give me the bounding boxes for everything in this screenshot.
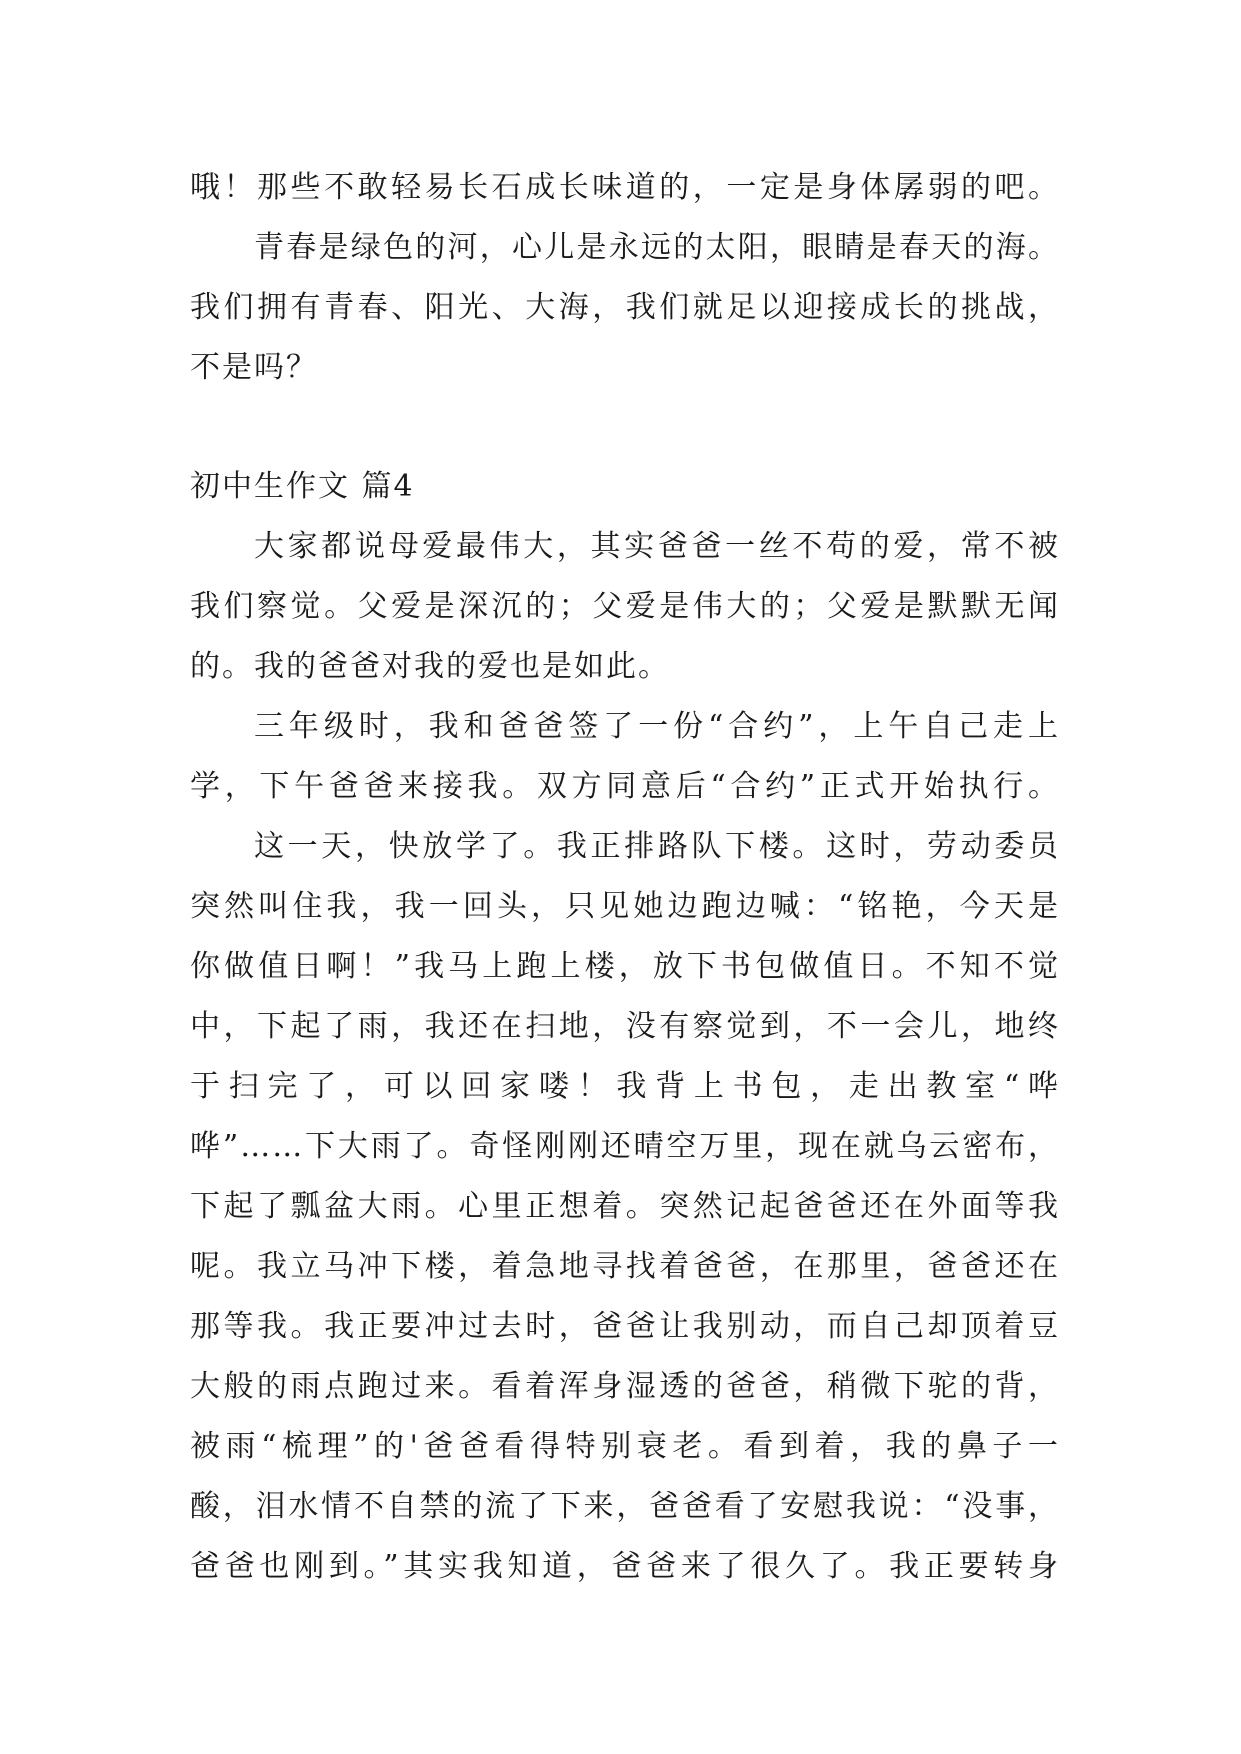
body-line-18: 爸爸也刚到。”其实我知道，爸爸来了很久了。我正要转身 <box>190 1549 1060 1584</box>
intro-line-4: 不是吗？ <box>190 350 318 385</box>
body-line-9: 中，下起了雨，我还在扫地，没有察觉到，不一会儿，地终 <box>190 1009 1060 1044</box>
body-line-4: 三年级时，我和爸爸签了一份“合约”，上午自己走上 <box>254 709 1060 744</box>
body-line-14: 那等我。我正要冲过去时，爸爸让我别动，而自己却顶着豆 <box>190 1309 1060 1344</box>
body-line-15: 大般的雨点跑过来。看着浑身湿透的爸爸，稍微下驼的背， <box>190 1369 1060 1404</box>
body-line-1: 大家都说母爱最伟大，其实爸爸一丝不苟的爱，常不被 <box>254 529 1060 564</box>
body-line-11: 哗”……下大雨了。奇怪刚刚还晴空万里，现在就乌云密布， <box>190 1129 1060 1164</box>
body-line-10: 于扫完了，可以回家喽！我背上书包，走出教室“哗 <box>190 1069 1060 1104</box>
body-line-16: 被雨“梳理”的'爸爸看得特别衰老。看到着，我的鼻子一 <box>190 1429 1060 1464</box>
body-line-8: 你做值日啊！”我马上跑上楼，放下书包做值日。不知不觉 <box>190 949 1060 984</box>
body-line-7: 突然叫住我，我一回头，只见她边跑边喊：“铭艳，今天是 <box>190 889 1060 924</box>
section-heading: 初中生作文 篇4 <box>190 469 415 504</box>
body-line-6: 这一天，快放学了。我正排路队下楼。这时，劳动委员 <box>254 829 1060 864</box>
intro-line-3: 我们拥有青春、阳光、大海，我们就足以迎接成长的挑战， <box>190 290 1060 325</box>
intro-line-1: 哦！那些不敢轻易长石成长味道的，一定是身体孱弱的吧。 <box>190 170 1060 205</box>
body-line-13: 呢。我立马冲下楼，着急地寻找着爸爸，在那里，爸爸还在 <box>190 1249 1060 1284</box>
body-line-12: 下起了瓢盆大雨。心里正想着。突然记起爸爸还在外面等我 <box>190 1189 1060 1224</box>
body-line-17: 酸，泪水情不自禁的流了下来，爸爸看了安慰我说：“没事， <box>190 1489 1060 1524</box>
body-line-5: 学，下午爸爸来接我。双方同意后“合约”正式开始执行。 <box>190 769 1060 804</box>
body-line-2: 我们察觉。父爱是深沉的；父爱是伟大的；父爱是默默无闻 <box>190 589 1060 624</box>
intro-line-2: 青春是绿色的河，心儿是永远的太阳，眼睛是春天的海。 <box>254 230 1060 265</box>
body-line-3: 的。我的爸爸对我的爱也是如此。 <box>190 649 670 684</box>
